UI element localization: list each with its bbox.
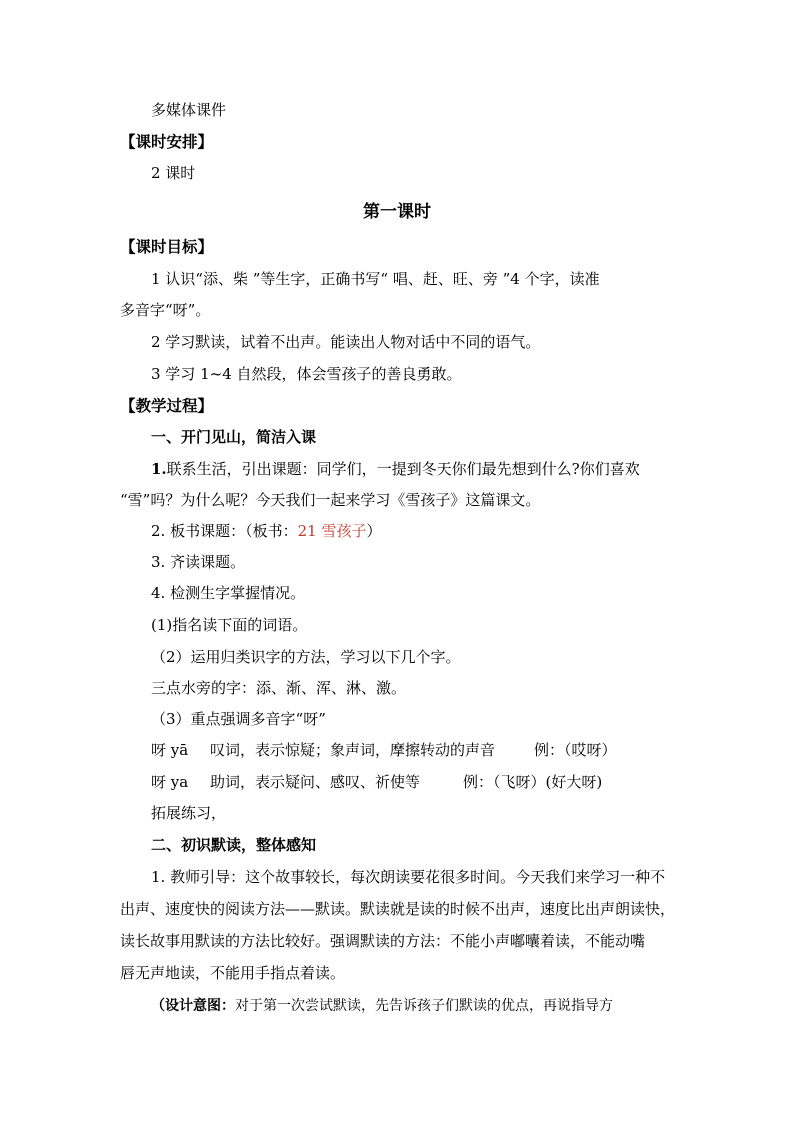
polyphone-ya-1-reading: 呀 yā [151,741,189,759]
step-2-prefix: 2. 板书课题：（板书： [151,522,298,540]
section-1-step-4: 4. 检测生字掌握情况。 [151,584,306,602]
polyphone-ya-2-meaning: 助词，表示疑问、感叹、祈使等 [210,773,421,791]
section-2-step-1-line-4: 唇无声地读，不能用手指点着读。 [120,964,346,982]
objective-1-line-2: 多音字“呀”。 [120,301,211,319]
section-2-step-1-line-1: 1. 教师引导：这个故事较长，每次朗读要花很多时间。今天我们来学习一种不 [151,868,666,886]
objective-2: 2 学习默读，试着不出声。能读出人物对话中不同的语气。 [151,333,541,351]
schedule-value: 2 课时 [151,164,196,182]
section-1-title: 一、开门见山，简洁入课 [151,428,317,446]
section-1-step-1-line-2: “雪”吗？为什么呢？今天我们一起来学习《雪孩子》这篇课文。 [120,491,541,509]
section-1-extension: 拓展练习， [151,804,227,822]
process-heading: 【教学过程】 [120,396,214,415]
objective-1-line-1: 1 认识“添、柴 ”等生字，正确书写“ 唱、赶、旺、旁 ”4 个字，读准 [151,270,600,288]
design-intent-text: 对于第一次尝试默读，先告诉孩子们默读的优点，再说指导方 [235,998,613,1014]
section-1-step-1-line-1 [151,459,640,479]
section-1-step-3: 3. 齐读课题。 [151,553,246,571]
section-2-step-1-line-2: 出声、速度快的阅读方法——默读。默读就是读的时候不出声，速度比出声朗读快， [120,900,676,918]
step-1-number: 1. [151,460,167,478]
polyphone-ya-2-reading: 呀 ya [151,773,189,791]
step-1-text: 联系生活，引出课题：同学们，一提到冬天你们最先想到什么?你们喜欢 [166,460,640,478]
step-2-suffix: ） [366,522,382,540]
section-1-sub-3: （3）重点强调多音字“呀” [151,710,326,728]
section-2-title: 二、初识默读，整体感知 [151,836,317,854]
objectives-heading: 【课时目标】 [120,237,214,256]
section-1-sub-2: （2）运用归类识字的方法，学习以下几个字。 [151,648,461,666]
polyphone-ya-1-meaning: 叹词，表示惊疑；象声词，摩擦转动的声音 [210,741,496,759]
section-1-sub-1: (1)指名读下面的词语。 [151,616,308,634]
polyphone-ya-2-example: 例：（飞呀）(好大呀) [463,773,603,791]
section-1-step-2 [151,521,381,541]
lesson-title: 第一课时 [363,202,431,222]
schedule-heading: 【课时安排】 [120,132,214,151]
section-1-sub-2-detail: 三点水旁的字：添、渐、浑、淋、激。 [151,679,407,697]
design-intent-label: （设计意图： [151,998,235,1014]
design-intent [151,996,613,1016]
section-2-step-1-line-3: 读长故事用默读的方法比较好。强调默读的方法：不能小声嘟囔着读，不能动嘴 [120,932,646,950]
polyphone-ya-1-example: 例：（哎呀） [534,741,617,759]
lesson-board-title: 21 雪孩子 [297,522,367,540]
materials-item: 多媒体课件 [151,101,227,119]
objective-3: 3 学习 1~4 自然段，体会雪孩子的善良勇敢。 [151,365,462,383]
